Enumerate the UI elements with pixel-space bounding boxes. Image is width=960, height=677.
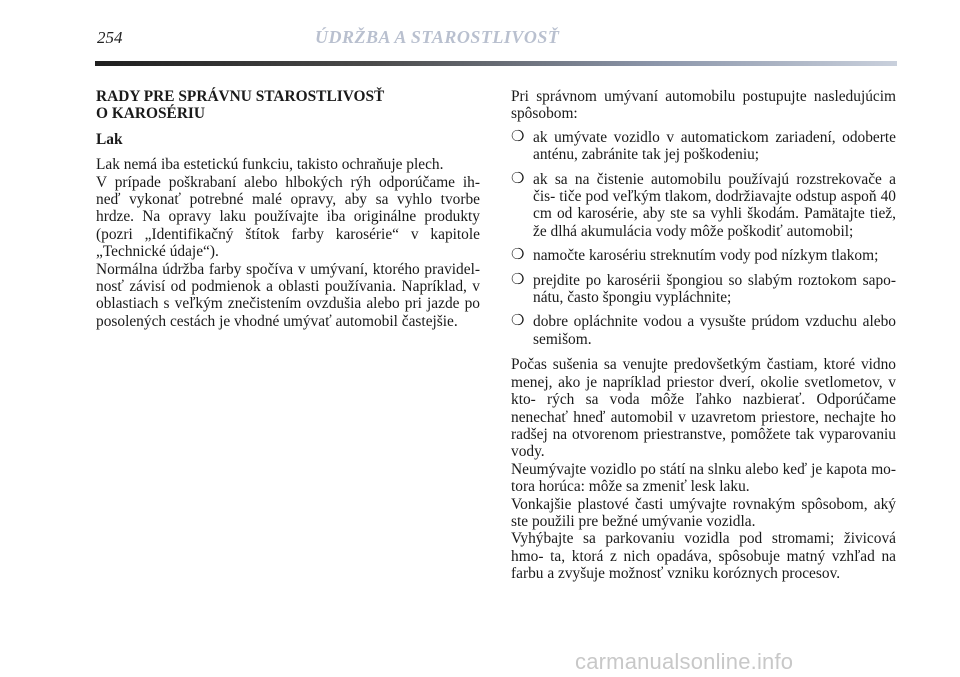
circle-bullet-icon: ❍ [511, 313, 525, 330]
circle-bullet-icon: ❍ [511, 170, 525, 187]
paragraph: Vyhýbajte sa parkovaniu vozidla pod stromami; živicová hmo- ta, ktorá z nich opadáva, spôsobuje matný vzhľad na farbu a zvyšuje možnosť vzniku koróznych procesov. [511, 530, 896, 583]
paragraph: Normálna údržba farby spočíva v umývaní, ktorého pravidel- nosť závisí od podmienok a oblasti používania. Napríklad, v oblastiach s veľkým znečistením ovzdušia alebo pri jazde po posolených cestách je vhodné umývať automobil častejšie. [96, 260, 480, 330]
circle-bullet-icon: ❍ [511, 247, 525, 264]
list-item-text: dobre opláchnite vodou a vysušte prúdom vzduchu alebo semišom. [533, 313, 896, 348]
list-item [511, 313, 896, 348]
list-item [511, 247, 896, 264]
left-column [96, 88, 480, 330]
section-heading-line2: O KAROSÉRIU [96, 105, 206, 123]
header-rule [95, 61, 897, 66]
list-item [511, 171, 896, 241]
running-title: ÚDRŽBA A STAROSTLIVOSŤ [315, 27, 560, 47]
paragraph: Počas sušenia sa venujte predovšetkým častiam, ktoré vidno menej, ako je napríklad priestor dverí, okolie svetlometov, v kto- rých sa voda môže ľahko nazbierať. Odporúčame nenechať hneď automobil v uzavretom priestore, nechajte ho radšej na otvorenom priestranstve, pomôžete tak vyparovaniu vody. [511, 356, 896, 461]
watermark-link[interactable]: carmanualsonline.info [575, 649, 794, 674]
circle-bullet-icon: ❍ [511, 271, 525, 288]
list-item-text: prejdite po karosérii špongiou so slabým roztokom sapo- nátu, často špongiu vypláchnite; [533, 271, 896, 307]
paragraph: Lak nemá iba estetickú funkciu, takisto ochraňuje plech. [96, 156, 444, 174]
list-item-text: namočte karosériu streknutím vody pod nízkym tlakom; [533, 247, 879, 265]
washing-steps-list [511, 129, 896, 348]
section-heading-line1: RADY PRE SPRÁVNU STAROSTLIVOSŤ [96, 88, 385, 105]
paragraph: Vonkajšie plastové časti umývajte rovnakým spôsobom, aký ste použili pre bežné umývanie vozidla. [511, 495, 896, 530]
circle-bullet-icon: ❍ [511, 128, 525, 145]
page-number: 254 [97, 28, 123, 47]
list-item-text: ak umývate vozidlo v automatickom zariadení, odoberte anténu, zabránite tak jej poškodeniu; [533, 128, 896, 164]
list-item [511, 129, 896, 164]
list-item [511, 272, 896, 307]
right-column [511, 88, 896, 583]
paragraph: V prípade poškrabaní alebo hlbokých rýh odporúčame ih- neď vykonať potrebné malé opravy, aby sa vyhlo tvorbe hrdze. Na opravy laku používajte iba originálne produkty (pozri „Identifikačný štítok farby karosérie“ v kapitole „Technické údaje“). [96, 173, 480, 261]
paragraph: Neumývajte vozidlo po státí na slnku alebo keď je kapota mo- tora horúca: môže sa zmeniť lesk laku. [511, 460, 896, 496]
section-heading [96, 88, 480, 123]
subheading-lak: Lak [96, 130, 123, 148]
list-item-text: ak sa na čistenie automobilu používajú rozstrekovače a čis- tiče pod veľkým tlakom, dodržiavajte odstup aspoň 40 cm od karosérie, aby ste sa vyhli škodám. Pamätajte tiež, že dlhá akumulácia vody môže poškodiť automobil; [533, 170, 896, 240]
intro-paragraph: Pri správnom umývaní automobilu postupujte nasledujúcim spôsobom: [511, 88, 896, 123]
